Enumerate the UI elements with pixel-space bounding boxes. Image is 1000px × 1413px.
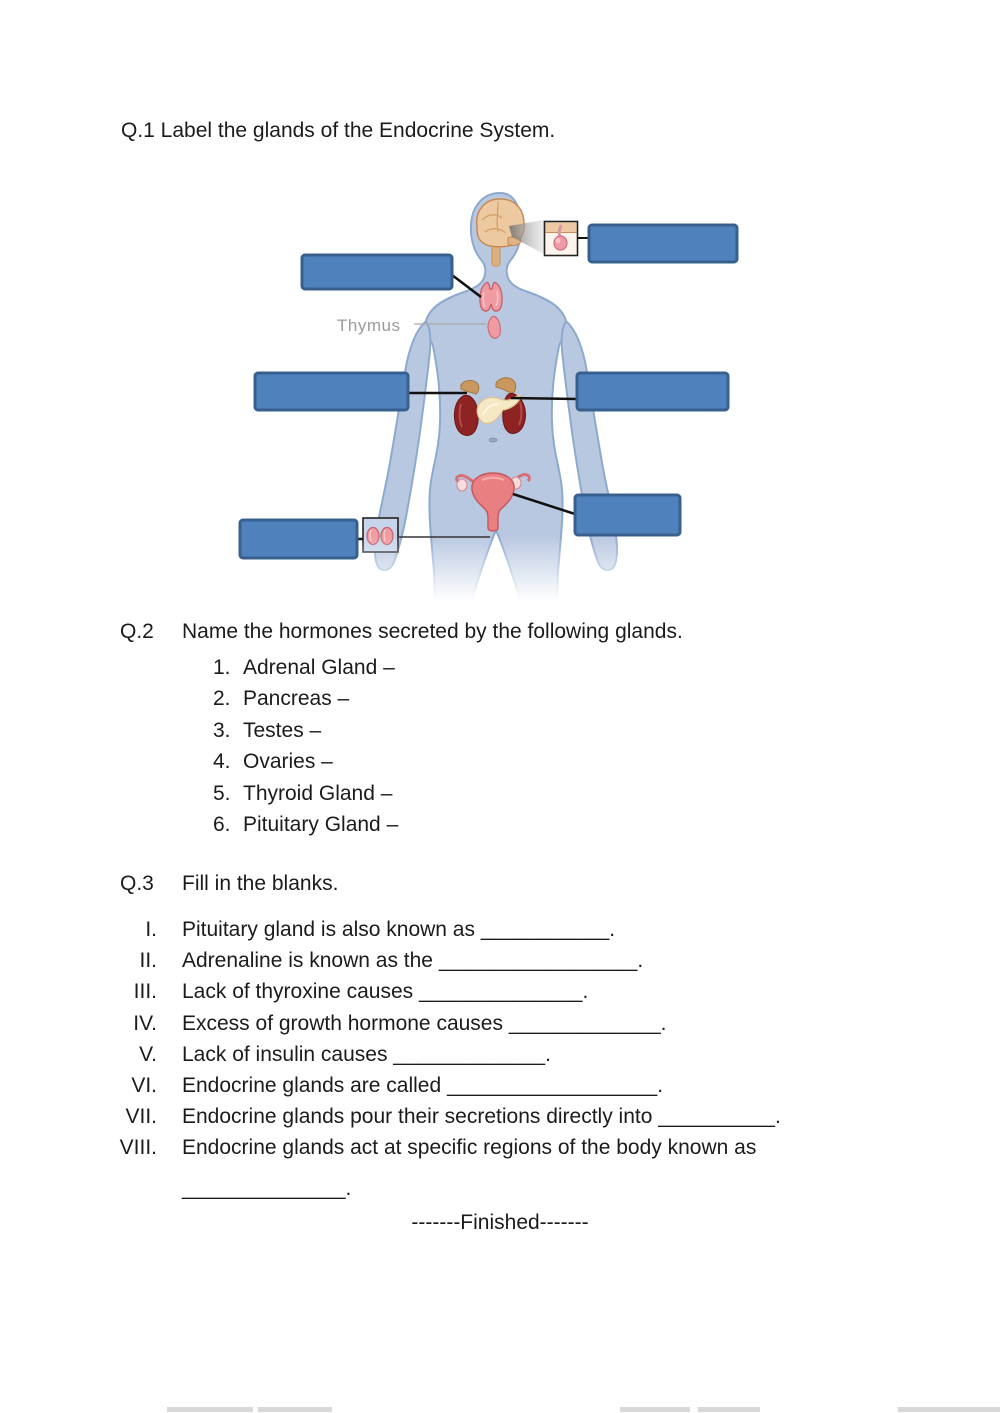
answer-box-thyroid[interactable] <box>302 255 452 289</box>
q2-title: Name the hormones secreted by the following glands. <box>182 620 683 643</box>
list-item: IV. Excess of growth hormone causes _____________. <box>133 1011 667 1035</box>
q2-label: Q.2 <box>120 620 154 643</box>
list-item: 1. Adrenal Gland – <box>213 656 395 679</box>
answer-box-adrenal[interactable] <box>255 373 408 410</box>
list-item: 3. Testes – <box>213 718 322 742</box>
q1-heading: Q.1 Label the glands of the Endocrine System. <box>121 119 556 142</box>
scan-artifact <box>898 1407 1000 1412</box>
pituitary-highlight <box>556 238 561 244</box>
list-item: 4. Ovaries – <box>213 750 333 774</box>
answer-box-testes[interactable] <box>240 520 357 558</box>
thymus-icon <box>488 317 500 339</box>
pituitary-stalk <box>559 225 561 237</box>
scan-artifact <box>620 1407 690 1412</box>
scan-artifact <box>167 1407 253 1412</box>
q3-list <box>101 914 781 1164</box>
ovary-left-icon <box>457 479 467 491</box>
kidney-left-icon <box>454 395 478 435</box>
bottom-fade <box>340 536 660 600</box>
q3-item8-blank: ______________. <box>182 1177 352 1200</box>
q3-title: Fill in the blanks. <box>182 872 339 895</box>
scan-artifact <box>698 1407 760 1412</box>
list-item: 2. Pancreas – <box>213 687 350 711</box>
q2-list <box>213 652 398 840</box>
answer-box-ovaries[interactable] <box>575 495 680 535</box>
list-item: VII. Endocrine glands pour their secretions directly into __________. <box>125 1105 781 1129</box>
list-item: I. Pituitary gland is also known as ___________. <box>145 918 616 941</box>
answer-box-pituitary[interactable] <box>589 225 737 262</box>
line-pancreas <box>511 398 577 399</box>
answer-box-pancreas[interactable] <box>577 373 728 410</box>
scan-artifact <box>258 1407 332 1412</box>
list-item: 6. Pituitary Gland – <box>213 813 399 837</box>
navel <box>489 438 497 442</box>
list-item: VI. Endocrine glands are called __________________. <box>131 1074 664 1098</box>
q3-label: Q.3 <box>120 872 154 895</box>
endocrine-diagram <box>230 180 770 600</box>
finished-text: -------Finished------- <box>411 1211 589 1234</box>
list-item: V. Lack of insulin causes _____________. <box>139 1042 551 1066</box>
pituitary-inset <box>545 222 578 256</box>
pituitary-gland-icon <box>554 236 567 250</box>
list-item: III. Lack of thyroxine causes ______________. <box>133 980 589 1004</box>
list-item: II. Adrenaline is known as the _________________. <box>139 949 644 973</box>
list-item: 5. Thyroid Gland – <box>213 781 393 805</box>
thymus-label: Thymus <box>337 316 401 335</box>
list-item: VIII. Endocrine glands act at specific regions of the body known as <box>119 1136 757 1160</box>
